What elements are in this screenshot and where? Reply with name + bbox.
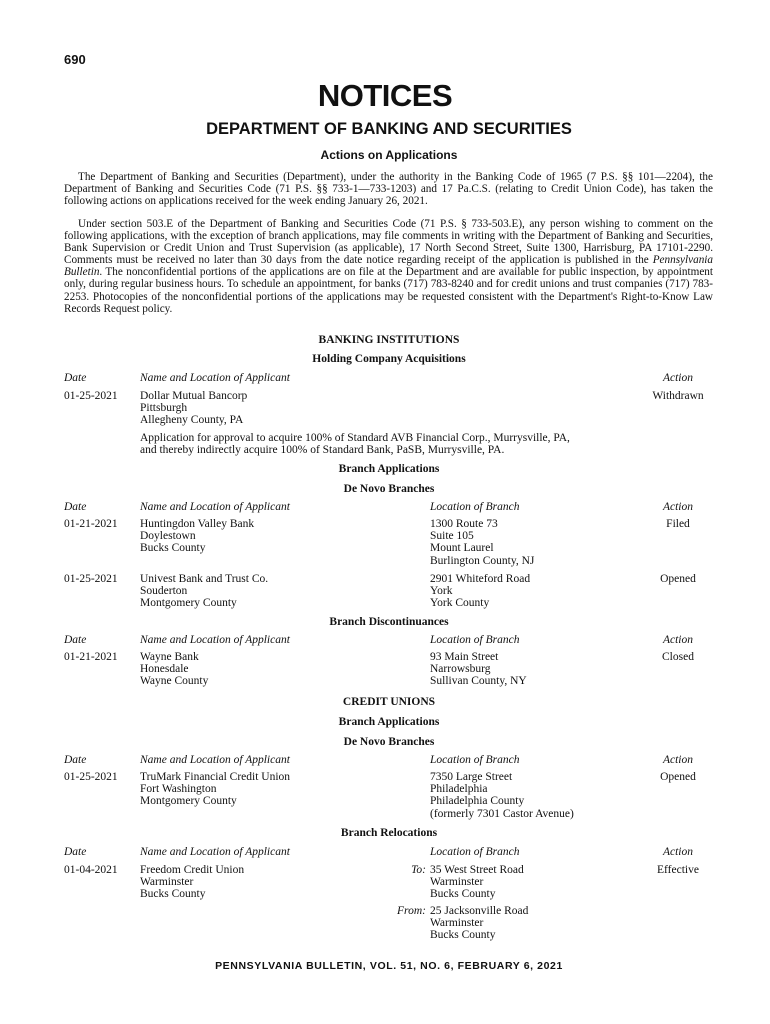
applicant-block: Wayne Bank Honesdale Wayne County <box>140 651 209 688</box>
header-date: Date <box>64 501 87 513</box>
branch-discontinuances-heading: Branch Discontinuances <box>329 616 449 628</box>
cu-de-novo-heading: De Novo Branches <box>343 736 435 748</box>
entry-action: Withdrawn <box>652 390 704 402</box>
branch-location-block: 7350 Large Street Philadelphia Philadelphia County (formerly 7301 Castor Avenue) <box>430 771 574 820</box>
branch-location-block: 2901 Whiteford Road York York County <box>430 573 531 610</box>
banking-heading: BANKING INSTITUTIONS <box>318 334 460 346</box>
to-label: To: <box>411 864 426 876</box>
entry-action: Opened <box>660 771 696 783</box>
entry-date: 01-25-2021 <box>64 390 118 402</box>
branch-location-block: 1300 Route 73 Suite 105 Mount Laurel Burlington County, NJ <box>430 518 535 567</box>
entry-date: 01-04-2021 <box>64 864 118 876</box>
cu-branch-applications-heading: Branch Applications <box>338 716 440 728</box>
entry-date: 01-21-2021 <box>64 651 118 663</box>
branch-relocations-heading: Branch Relocations <box>340 827 438 839</box>
header-action: Action <box>662 634 694 646</box>
entry-action: Opened <box>660 573 696 585</box>
applicant-block: TruMark Financial Credit Union Fort Washington Montgomery County <box>140 771 291 808</box>
applicant-block: Freedom Credit Union Warminster Bucks County <box>140 864 245 901</box>
intro-paragraph-1: The Department of Banking and Securities (Department), under the authority in the Banking Code of 1965 (7 P.S. §§ 101—2204), the Department of Banking and Securities Code (71 P.S. §§ 733-1—733-1203) and 17 Pa.C.S. (relating to Credit Union Code), has taken the following actions on applications received for the week ending January 26, 2021. <box>64 171 713 208</box>
application-description: Application for approval to acquire 100% of Standard AVB Financial Corp., Murrysville, PA, and thereby indirectly acquire 100% of Standard Bank, PaSB, Murrysville, PA. <box>140 432 570 457</box>
page-footer: PENNSYLVANIA BULLETIN, VOL. 51, NO. 6, FEBRUARY 6, 2021 <box>215 960 563 972</box>
credit-unions-heading: CREDIT UNIONS <box>342 696 436 708</box>
branch-applications-heading: Branch Applications <box>338 463 440 475</box>
header-name: Name and Location of Applicant <box>140 634 290 646</box>
entry-date: 01-25-2021 <box>64 573 118 585</box>
applicant-block: Dollar Mutual Bancorp Pittsburgh Allegheny County, PA <box>140 390 248 427</box>
entry-action: Effective <box>657 864 699 876</box>
page-number: 690 <box>64 52 86 67</box>
header-name: Name and Location of Applicant <box>140 372 290 384</box>
header-name: Name and Location of Applicant <box>140 846 290 858</box>
bulletin-italic: Pennsylvania Bulletin <box>64 254 713 279</box>
intro-paragraph-2: Under section 503.E of the Department of Banking and Securities Code (71 P.S. § 733-503.E), any person wishing to comment on the following applications, with the exception of branch applications, may file comments in writing with the Department of Banking and Securities, Bank Supervision or Credit Union and Trust Supervision (as applicable), 17 North Second Street, Suite 1300, Harrisburg, PA 17101-2290. Comments must be received no later than 30 days from the date notice regarding receipt of the application is published in the Pennsylvania Bulletin. The nonconfidential portions of the applications are on file at the Department and are available for public inspection, by appointment only, during regular business hours. To schedule an appointment, for banks (717) 783-8240 and for credit unions and trust companies (717) 783-2253. Photocopies of the nonconfidential portions of the applications may be requested consistent with the Department's Right-to-Know Law Records Request policy. <box>64 218 713 315</box>
entry-date: 01-25-2021 <box>64 771 118 783</box>
header-branch: Location of Branch <box>430 501 520 513</box>
header-action: Action <box>662 372 694 384</box>
section-title: NOTICES <box>317 78 453 113</box>
department-heading: DEPARTMENT OF BANKING AND SECURITIES <box>206 120 572 138</box>
header-name: Name and Location of Applicant <box>140 754 290 766</box>
branch-location-block: 25 Jacksonville Road Warminster Bucks County <box>430 905 529 942</box>
actions-subtitle: Actions on Applications <box>320 148 458 162</box>
header-date: Date <box>64 846 87 858</box>
entry-date: 01-21-2021 <box>64 518 118 530</box>
header-action: Action <box>662 846 694 858</box>
header-branch: Location of Branch <box>430 754 520 766</box>
applicant-block: Univest Bank and Trust Co. Souderton Montgomery County <box>140 573 269 610</box>
header-branch: Location of Branch <box>430 634 520 646</box>
branch-location-block: 93 Main Street Narrowsburg Sullivan County, NY <box>430 651 527 688</box>
header-date: Date <box>64 754 87 766</box>
header-action: Action <box>662 501 694 513</box>
header-date: Date <box>64 634 87 646</box>
de-novo-heading: De Novo Branches <box>343 483 435 495</box>
applicant-block: Huntingdon Valley Bank Doylestown Bucks County <box>140 518 255 555</box>
entry-action: Filed <box>666 518 690 530</box>
hca-heading: Holding Company Acquisitions <box>312 353 466 365</box>
header-name: Name and Location of Applicant <box>140 501 290 513</box>
header-date: Date <box>64 372 87 384</box>
entry-action: Closed <box>662 651 694 663</box>
header-branch: Location of Branch <box>430 846 520 858</box>
header-action: Action <box>662 754 694 766</box>
from-label: From: <box>397 905 426 917</box>
branch-location-block: 35 West Street Road Warminster Bucks County <box>430 864 524 901</box>
